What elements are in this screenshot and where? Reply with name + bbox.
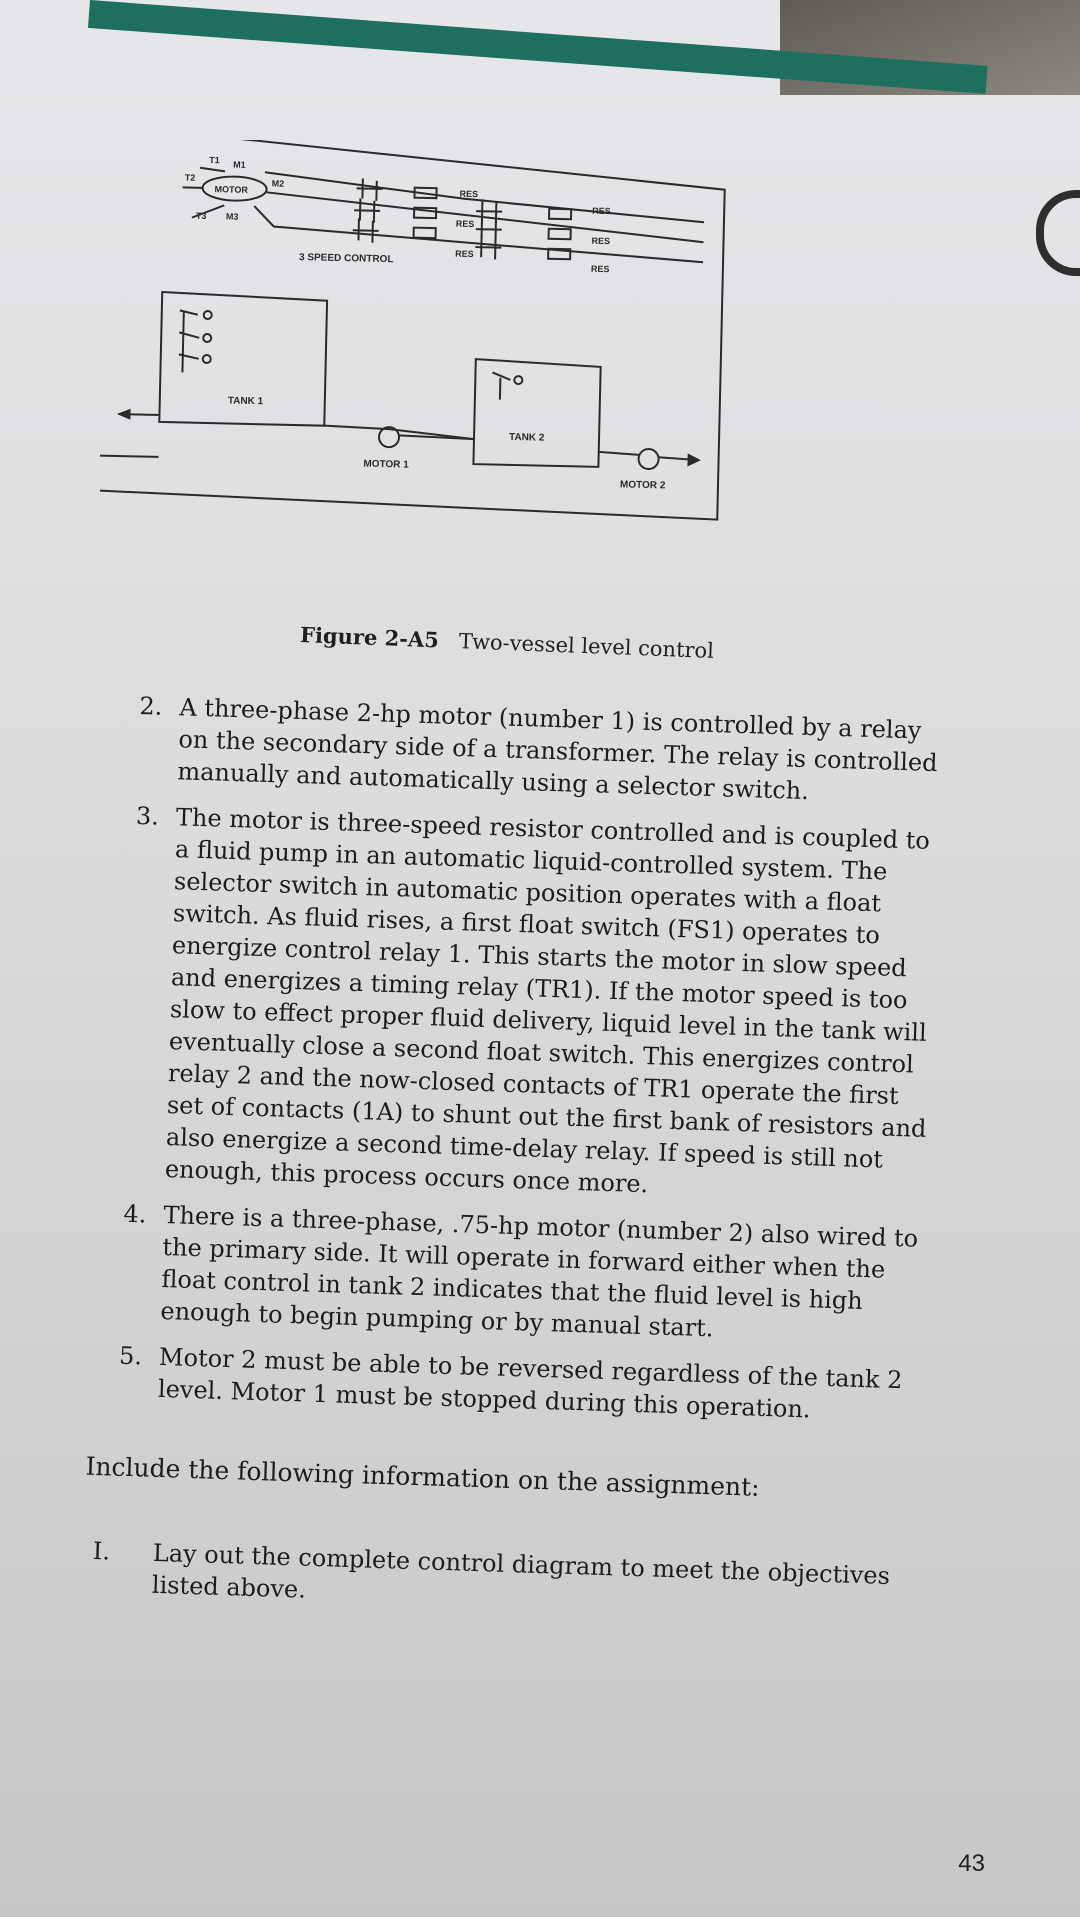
tank2-outline (473, 359, 600, 467)
label-res: RES (455, 218, 475, 230)
item-number: 2. (139, 691, 163, 721)
label-res: RES (590, 263, 610, 275)
item-text: The motor is three-speed resistor controlled and is coupled to a fluid pump in an automatic liquid-controlled system. The selector switch in automatic position operates with a float switch. As fluid rises, a first float switch (FS1) operates to energize control relay 1. This starts the motor in slow speed and energizes a timing relay (TR1). If the motor speed is too slow to effect proper fluid delivery, liquid level in the tank will eventually close a second float switch. This energizes control relay 2 and the now-closed contacts of TR1 operate the first set of contacts (1A) to shunt out the first bank of resistors and also energize a second time-delay relay. If speed is still not enough, this process occurs once more. (164, 803, 931, 1199)
list-item (137, 690, 940, 811)
binder-ring (1036, 190, 1080, 276)
label-t1: T1 (209, 155, 220, 166)
item-number: 3. (135, 801, 160, 831)
task-item (91, 1535, 913, 1625)
label-tank1: TANK 1 (227, 395, 264, 408)
control-diagram (100, 140, 930, 653)
task-number: I. (92, 1536, 111, 1566)
figure-title: Two-vessel level control (458, 629, 715, 663)
label-t2: T2 (184, 172, 196, 183)
item-text: There is a three-phase, .75-hp motor (number 2) also wired to the primary side. It will operate in forward either when the float control in tank 2 indicates that the fluid level is high enough to begin pumping or by manual start. (160, 1201, 919, 1343)
label-motor: MOTOR (214, 184, 249, 195)
list-item (118, 1340, 920, 1429)
item-number: 4. (123, 1199, 147, 1229)
task-text: Lay out the complete control diagram to meet the objectives listed above. (151, 1538, 891, 1604)
label-speed-control: 3 SPEED CONTROL (298, 252, 394, 266)
figure-diagram (100, 140, 930, 653)
label-res: RES (459, 188, 479, 200)
item-number: 5. (118, 1341, 143, 1371)
label-motor2: MOTOR 2 (619, 479, 666, 492)
assignment-intro: Include the following information on the assignment: (85, 1451, 761, 1502)
frame-outline (100, 140, 726, 520)
list-item (124, 800, 936, 1209)
item-text: Motor 2 must be able to be reversed regardless of the tank 2 level. Motor 1 must be stopped during this operation. (157, 1342, 903, 1424)
label-m2: M2 (271, 178, 285, 189)
label-m1: M1 (233, 159, 246, 170)
label-res: RES (455, 248, 474, 260)
label-tank2: TANK 2 (508, 431, 545, 444)
label-t3: T3 (195, 210, 207, 221)
label-res: RES (591, 235, 611, 247)
list-item (120, 1198, 924, 1351)
item-text: A three-phase 2-hp motor (number 1) is controlled by a relay on the secondary side of a transformer. The relay is controlled manually and automatically using a selector switch. (177, 693, 938, 806)
label-motor1: MOTOR 1 (363, 458, 409, 471)
body-text (85, 690, 939, 1625)
page-number: 43 (958, 1850, 985, 1877)
figure-number: Figure 2-A5 (299, 622, 440, 653)
label-m3: M3 (225, 211, 239, 222)
label-res: RES (592, 205, 611, 217)
line-m2 (266, 192, 705, 242)
